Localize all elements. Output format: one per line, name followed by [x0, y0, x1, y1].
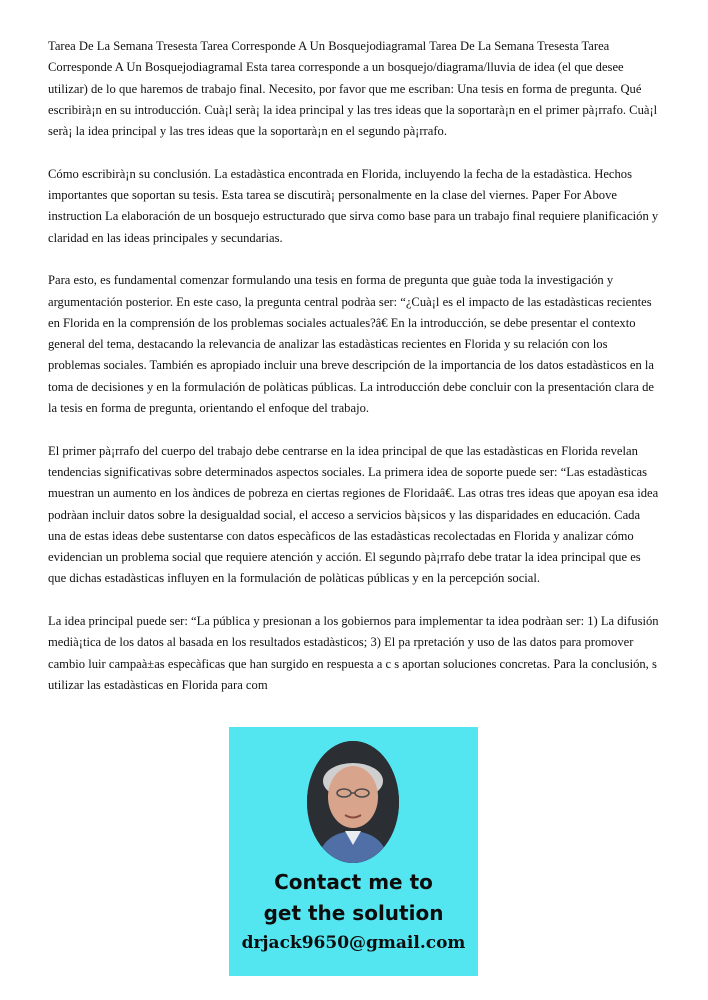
- paragraph-4: El primer pà¡rrafo del cuerpo del trabajo debe centrarse en la idea principal de que las estadàsticas en Florida revelan tendencias significativas sobre determinados aspectos sociales. La primera idea de soporte puede ser: “Las estadàsticas muestran un aumento en los àndices de pobreza en ciertas regiones de Floridaâ€. Las otras tres ideas que apoyan esa idea podràan incluir datos sobre la desigualdad social, el acceso a servicios bà¡sicos y las disparidades en educación. Cada una de estas ideas debe sustentarse con datos especàficos de las estadàsticas recolectadas en Florida y analizar cómo evidencian un problema social que requiere atención y acción. El segundo pà¡rrafo debe tratar la idea principal que es que dichas estadàsticas influyen en la formulación de polàticas públicas y en la percepción social.: [48, 443, 659, 586]
- contact-email-link[interactable]: drjack9650@gmail.com: [241, 933, 466, 953]
- paragraph-2: Cómo escribirà¡n su conclusión. La estadàstica encontrada en Florida, incluyendo la fecha de la estadàstica. Hechos importantes que soportan su tesis. Esta tarea se discutirà¡ personalmente en la clase del viernes. Paper For Above instruction La elaboración de un bosquejo estructurado que sirva como base para un trabajo final requiere planificación y claridad en las ideas principales y secundarias.: [48, 166, 659, 245]
- promo-title: Contact me to get the solution: [263, 870, 444, 925]
- contact-promo-banner[interactable]: [229, 727, 478, 976]
- paragraph-5: La idea principal puede ser: “La pública y presionan a los gobiernos para implementar ta idea podràan ser: 1) La difusión medià¡tica de los datos al basada en los resultados estadàsticos; 3) El pa rpretación y uso de las datos para promover cambio luir campaà±as especàficas que han surgido en respuesta a c s aportan soluciones concretas. Para la conclusión, s utilizar las estadàsticas en Florida para com: [48, 614, 659, 692]
- paragraph-3: Para esto, es fundamental comenzar formulando una tesis en forma de pregunta que guàe toda la investigación y argumentación posterior. En este caso, la pregunta central podràa ser: “¿Cuà¡l es el impacto de las estadàsticas recientes en Florida en la comprensión de los problemas sociales actuales?â€ En la introducción, se debe presentar el contexto general del tema, destacando la relevancia de analizar las estadàsticas recientes en Florida y su relación con los problemas sociales. También es apropiado incluir una breve descripción de la importancia de los datos estadàsticos en la toma de decisiones y en la formulación de polàticas públicas. La introducción debe concluir con la presentación clara de la tesis en forma de pregunta, orientando el enfoque del trabajo.: [48, 273, 655, 416]
- author-portrait: [307, 741, 399, 863]
- paragraph-1: Tarea De La Semana Tresesta Tarea Corresponde A Un Bosquejodiagramal Tarea De La Semana Tresesta Tarea Corresponde A Un Bosquejodiagramal Esta tarea corresponde a un bosquejo/diagrama/lluvia de idea (el que desee utilizar) de lo que haremos de trabajo final. Necesito, por favor que me escriban: Una tesis en forma de pregunta. Qué escribirà¡n en su introducción. Cuà¡l serà¡ la idea principal y las tres ideas que la soportarà¡n en el primer pà¡rrafo. Cuà¡l serà¡ la idea principal y las tres ideas que la soportarà¡n en el segundo pà¡rrafo.: [48, 39, 658, 139]
- person-portrait-icon: [307, 741, 399, 863]
- document-body: [48, 36, 660, 718]
